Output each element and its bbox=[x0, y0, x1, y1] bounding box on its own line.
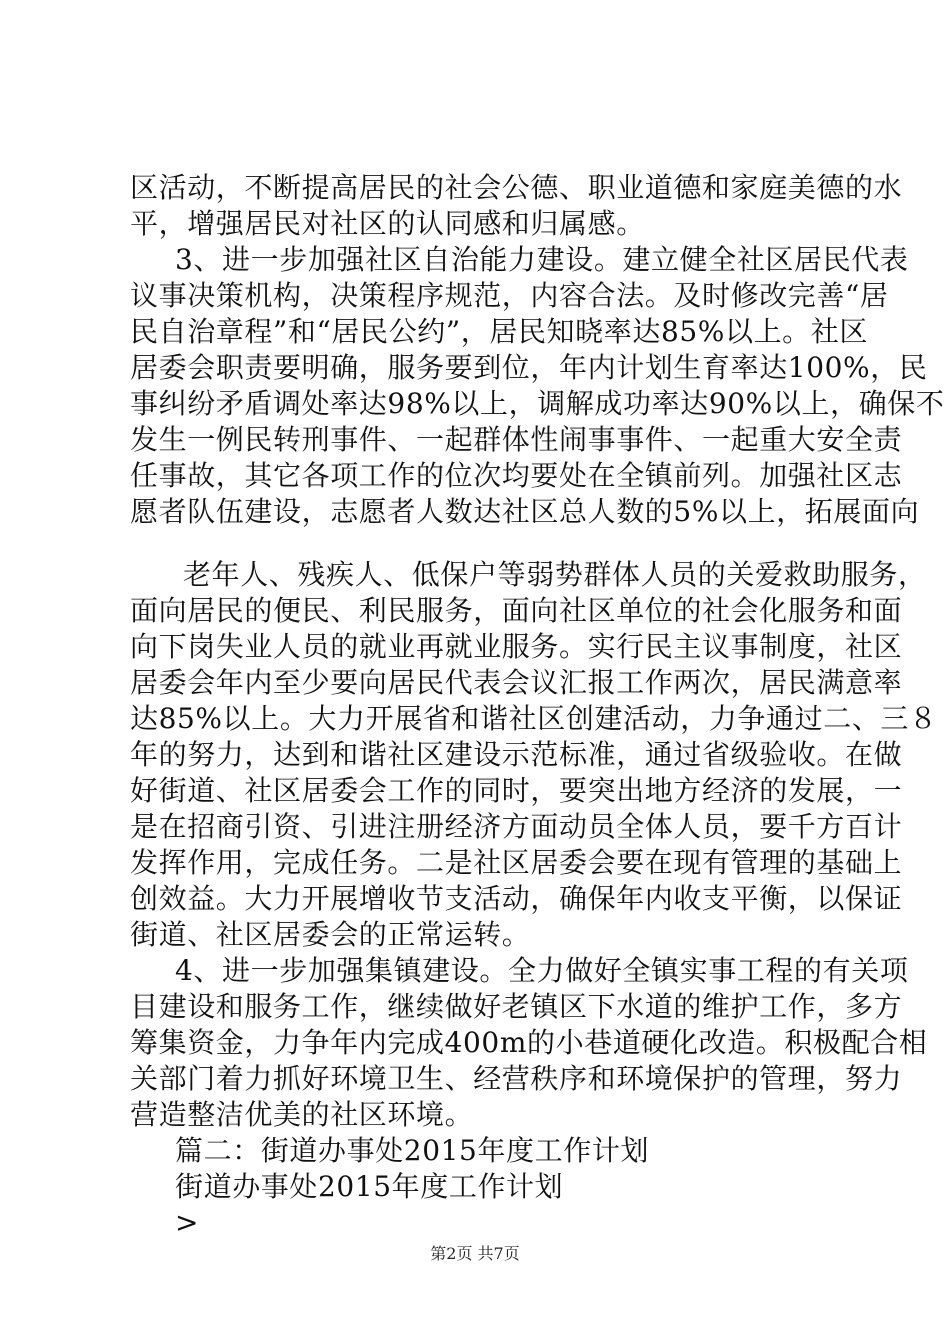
paragraph-line: 事纠纷矛盾调处率达98%以上，调解成功率达90%以上，确保不 bbox=[130, 387, 945, 420]
paragraph-line: 营造整洁优美的社区环境。 bbox=[130, 1098, 474, 1131]
document-title: 街道办事处2015年度工作计划 bbox=[175, 1170, 564, 1203]
paragraph-line: 目建设和服务工作，继续做好老镇区下水道的维护工作，多方 bbox=[130, 990, 903, 1023]
paragraph-line: 4、进一步加强集镇建设。全力做好全镇实事工程的有关项 bbox=[175, 954, 909, 987]
paragraph-line: 任事故，其它各项工作的位次均要处在全镇前列。加强社区志 bbox=[130, 459, 903, 492]
paragraph-line: 议事决策机构，决策程序规范，内容合法。及时修改完善“居 bbox=[130, 279, 889, 312]
paragraph-line: 向下岗失业人员的就业再就业服务。实行民主议事制度，社区 bbox=[130, 630, 903, 663]
paragraph-line: 面向居民的便民、利民服务，面向社区单位的社会化服务和面 bbox=[130, 594, 903, 627]
paragraph-line: 民自治章程”和“居民公约”，居民知晓率达85%以上。社区 bbox=[130, 315, 868, 348]
paragraph-line: 区活动，不断提高居民的社会公德、职业道德和家庭美德的水 bbox=[130, 171, 903, 204]
paragraph-line: 是在招商引资、引进注册经济方面动员全体人员，要千方百计 bbox=[130, 810, 903, 843]
paragraph-line: 居委会职责要明确，服务要到位，年内计划生育率达100%，民 bbox=[130, 351, 928, 384]
paragraph-line: 3、进一步加强社区自治能力建设。建立健全社区居民代表 bbox=[175, 243, 909, 276]
paragraph-line: 好街道、社区居委会工作的同时，要突出地方经济的发展，一 bbox=[130, 774, 903, 807]
paragraph-line: 愿者队伍建设，志愿者人数达社区总人数的5%以上，拓展面向 bbox=[130, 495, 920, 528]
paragraph-line: 创效益。大力开展增收节支活动，确保年内收支平衡，以保证 bbox=[130, 882, 903, 915]
paragraph-line: 发挥作用，完成任务。二是社区居委会要在现有管理的基础上 bbox=[130, 846, 903, 879]
paragraph-line: 关部门着力抓好环境卫生、经营秩序和环境保护的管理，努力 bbox=[130, 1062, 903, 1095]
paragraph-line: 筹集资金，力争年内完成400m的小巷道硬化改造。积极配合相 bbox=[130, 1026, 928, 1059]
paragraph-line: 年的努力，达到和谐社区建设示范标准，通过省级验收。在做 bbox=[130, 738, 903, 771]
section-heading: 篇二：街道办事处2015年度工作计划 bbox=[175, 1134, 650, 1167]
paragraph-line: 街道、社区居委会的正常运转。 bbox=[130, 918, 531, 951]
paragraph-line: 平，增强居民对社区的认同感和归属感。 bbox=[130, 207, 645, 240]
paragraph-line: 发生一例民转刑事件、一起群体性闹事事件、一起重大安全责 bbox=[130, 423, 903, 456]
paragraph-line: > bbox=[175, 1206, 200, 1239]
paragraph-line: 达85%以上。大力开展省和谐社区创建活动，力争通过二、三８ bbox=[130, 702, 938, 735]
paragraph-line: 老年人、残疾人、低保户等弱势群体人员的关爱救助服务， bbox=[183, 558, 927, 591]
page-number-footer: 第2页 共7页 bbox=[430, 1244, 520, 1263]
paragraph-line: 居委会年内至少要向居民代表会议汇报工作两次，居民满意率 bbox=[130, 666, 903, 699]
